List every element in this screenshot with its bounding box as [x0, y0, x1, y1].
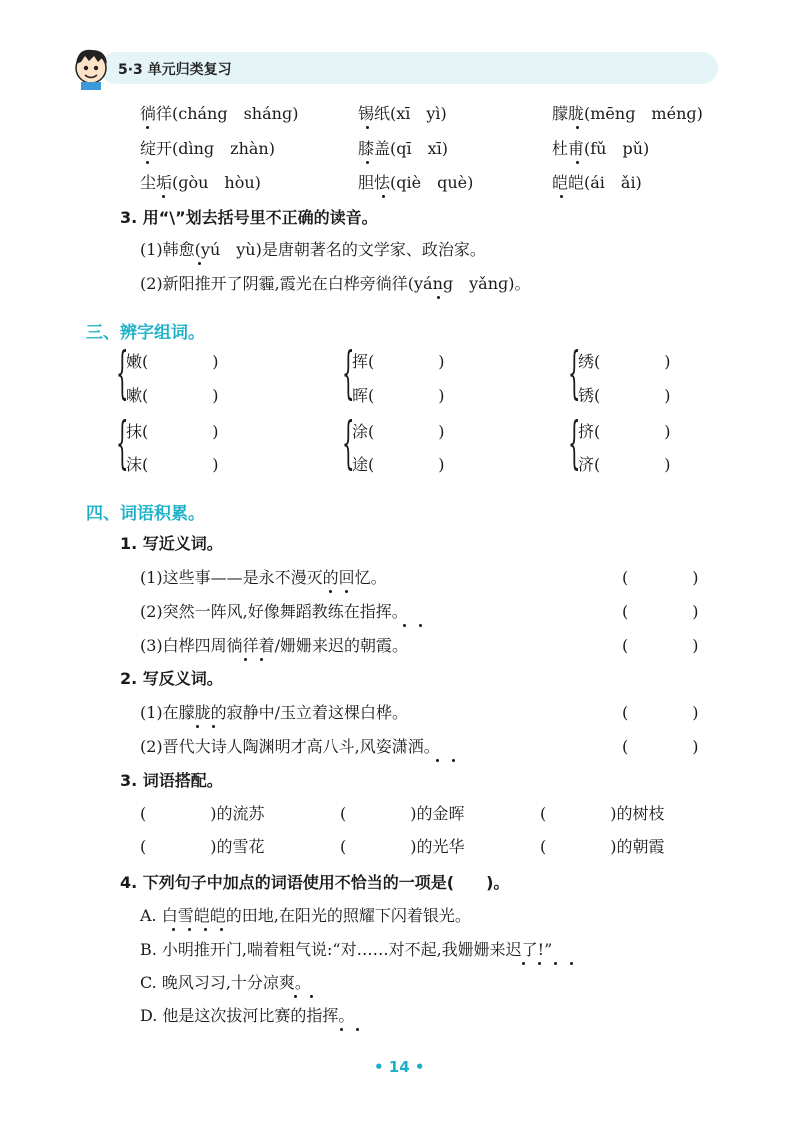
option-item: A. 白雪皑皑的田地,在阳光的照耀下闪着银光。 — [140, 906, 471, 925]
pinyin-item: 绽开(dìnɡ zhàn) — [140, 139, 275, 158]
option-item: D. 他是这次拔河比赛的指挥。 — [140, 1006, 355, 1025]
emphasis-dot — [436, 759, 439, 762]
brace-icon: { — [568, 341, 581, 406]
emphasis-dot — [162, 195, 165, 198]
match-item: ( )的树枝 — [540, 804, 665, 823]
question-title: 3. 词语搭配。 — [120, 771, 223, 790]
char-pair-item: 晖( ) — [352, 386, 445, 405]
answer-blank: ( ) — [622, 602, 699, 621]
option-item: B. 小明推开门,喘着粗气说:“对……对不起,我姗姗来迟了!” — [140, 940, 553, 959]
emphasis-dot — [198, 262, 201, 265]
question-item: (1)这些事——是永不漫灭的回忆。 — [140, 568, 387, 587]
pinyin-item: 锡纸(xī yì) — [358, 104, 447, 123]
question-title: 2. 写反义词。 — [120, 669, 223, 688]
emphasis-dot — [196, 725, 199, 728]
answer-blank: ( ) — [622, 737, 699, 756]
emphasis-dot — [570, 962, 573, 965]
header-label: 5·3 单元归类复习 — [118, 62, 232, 78]
match-item: ( )的光华 — [340, 837, 465, 856]
question-item: (1)韩愈(yú yù)是唐朝著名的文学家、政治家。 — [140, 240, 486, 259]
brace-icon: { — [116, 411, 129, 476]
answer-blank: ( ) — [622, 703, 699, 722]
pinyin-item: 朦胧(mēnɡ ménɡ) — [552, 104, 703, 123]
emphasis-dot — [576, 126, 579, 129]
pinyin-item: 膝盖(qī xī) — [358, 139, 448, 158]
char-pair-item: 抹( ) — [126, 422, 219, 441]
emphasis-dot — [366, 126, 369, 129]
char-pair-item: 绣( ) — [578, 352, 671, 371]
emphasis-dot — [452, 759, 455, 762]
pinyin-item: 徜徉(cháng shánɡ) — [140, 104, 299, 123]
emphasis-dot — [146, 161, 149, 164]
boy-mascot-icon — [68, 44, 114, 90]
emphasis-dot — [260, 658, 263, 661]
emphasis-dot — [172, 928, 175, 931]
match-item: ( )的流苏 — [140, 804, 265, 823]
char-pair-item: 途( ) — [352, 455, 445, 474]
emphasis-dot — [437, 296, 440, 299]
match-item: ( )的雪花 — [140, 837, 265, 856]
char-pair-item: 嫩( ) — [126, 352, 219, 371]
emphasis-dot — [204, 928, 207, 931]
char-pair-item: 嗽( ) — [126, 386, 219, 405]
emphasis-dot — [220, 928, 223, 931]
char-pair-item: 涂( ) — [352, 422, 445, 441]
question-title: 3. 用“\”划去括号里不正确的读音。 — [120, 208, 378, 227]
char-pair-item: 锈( ) — [578, 386, 671, 405]
char-pair-item: 济( ) — [578, 455, 671, 474]
question-item: (3)白桦四周徜徉着/姗姗来迟的朝霞。 — [140, 636, 409, 655]
pinyin-item: 皑皑(ái ǎi) — [552, 173, 642, 192]
question-item: (2)新阳推开了阴霾,霞光在白桦旁徜徉(yánɡ yǎnɡ)。 — [140, 274, 531, 293]
char-pair-item: 挤( ) — [578, 422, 671, 441]
emphasis-dot — [560, 195, 563, 198]
char-pair-item: 沫( ) — [126, 455, 219, 474]
emphasis-dot — [310, 995, 313, 998]
emphasis-dot — [403, 624, 406, 627]
emphasis-dot — [340, 1028, 343, 1031]
question-title: 4. 下列句子中加点的词语使用不恰当的一项是( )。 — [120, 873, 510, 892]
question-item: (2)晋代大诗人陶渊明才高八斗,风姿潇洒。 — [140, 737, 440, 756]
emphasis-dot — [345, 590, 348, 593]
question-item: (1)在朦胧的寂静中/玉立着这棵白桦。 — [140, 703, 409, 722]
emphasis-dot — [329, 590, 332, 593]
answer-blank: ( ) — [622, 568, 699, 587]
brace-icon: { — [116, 341, 129, 406]
pinyin-item: 胆怯(qiè què) — [358, 173, 474, 192]
section-title: 三、辨字组词。 — [86, 323, 205, 343]
emphasis-dot — [538, 962, 541, 965]
brace-icon: { — [342, 411, 355, 476]
brace-icon: { — [342, 341, 355, 406]
page-number: • 14 • — [374, 1058, 425, 1076]
emphasis-dot — [294, 995, 297, 998]
answer-blank: ( ) — [622, 636, 699, 655]
pinyin-item: 杜甫(fǔ pǔ) — [552, 139, 650, 158]
emphasis-dot — [244, 658, 247, 661]
pinyin-item: 尘垢(ɡòu hòu) — [140, 173, 261, 192]
option-item: C. 晚风习习,十分凉爽。 — [140, 973, 311, 992]
emphasis-dot — [576, 161, 579, 164]
question-title: 1. 写近义词。 — [120, 534, 223, 553]
emphasis-dot — [356, 1028, 359, 1031]
emphasis-dot — [382, 195, 385, 198]
emphasis-dot — [554, 962, 557, 965]
match-item: ( )的金晖 — [340, 804, 465, 823]
emphasis-dot — [146, 126, 149, 129]
section-title: 四、词语积累。 — [86, 504, 205, 524]
question-item: (2)突然一阵风,好像舞蹈教练在指挥。 — [140, 602, 408, 621]
emphasis-dot — [522, 962, 525, 965]
emphasis-dot — [212, 725, 215, 728]
emphasis-dot — [419, 624, 422, 627]
brace-icon: { — [568, 411, 581, 476]
char-pair-item: 挥( ) — [352, 352, 445, 371]
emphasis-dot — [188, 928, 191, 931]
emphasis-dot — [366, 161, 369, 164]
match-item: ( )的朝霞 — [540, 837, 665, 856]
